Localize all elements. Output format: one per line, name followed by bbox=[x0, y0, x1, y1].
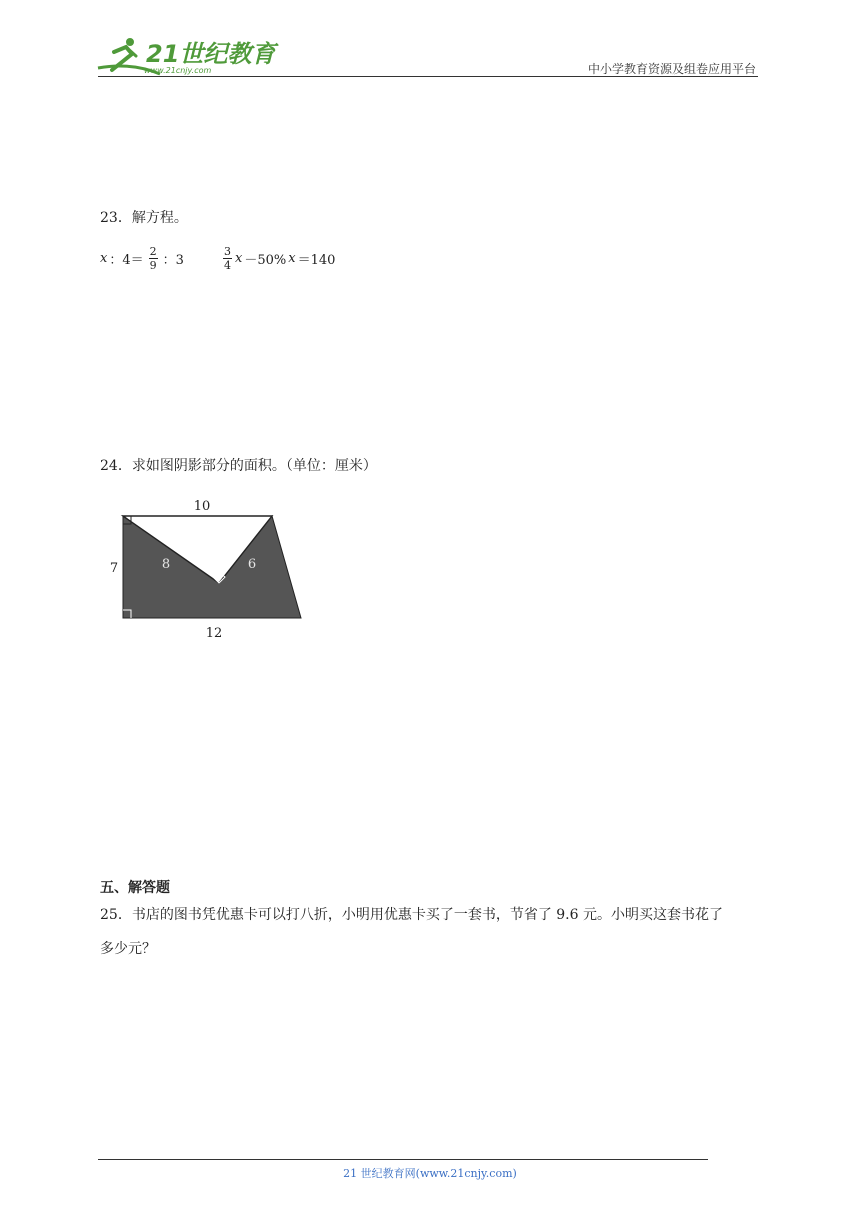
footer-link[interactable]: 21 世纪教育网(www.21cnjy.com) bbox=[343, 1167, 517, 1180]
label-top: 10 bbox=[193, 499, 211, 514]
eq2-mid: －50% bbox=[244, 252, 287, 268]
header-platform-text: 中小学教育资源及组卷应用平台 bbox=[587, 62, 756, 76]
eq1-tail: ：3 bbox=[162, 252, 184, 268]
eq1-numerator: 2 bbox=[149, 244, 157, 258]
question-25-line2: 多少元？ bbox=[100, 941, 156, 957]
logo-text: 21世纪教育 bbox=[146, 40, 276, 68]
header-divider bbox=[98, 76, 758, 77]
eq2-var2: x bbox=[288, 250, 296, 266]
question-25-line1: 25．书店的图书凭优惠卡可以打八折，小明用优惠卡买了一套书，节省了 9.6 元。小明买这套书花了 bbox=[100, 907, 723, 923]
logo-url-text: www.21cnjy.com bbox=[144, 66, 212, 75]
section-5-title: 五、解答题 bbox=[100, 880, 170, 896]
eq2-fraction bbox=[223, 245, 232, 272]
label-inner-left: 8 bbox=[161, 557, 171, 572]
eq2-numerator: 3 bbox=[224, 244, 231, 258]
question-24-title: 24．求如图阴影部分的面积。（单位：厘米） bbox=[100, 458, 377, 474]
eq1-var: x bbox=[100, 250, 108, 266]
equation-1 bbox=[100, 238, 186, 278]
eq1-fraction bbox=[149, 245, 158, 272]
eq2-var1: x bbox=[235, 250, 243, 266]
site-logo bbox=[92, 34, 276, 78]
eq1-ratio: ：4＝ bbox=[109, 252, 144, 268]
eq1-denominator: 9 bbox=[149, 258, 157, 272]
question-23-title: 23．解方程。 bbox=[100, 210, 188, 226]
label-left: 7 bbox=[109, 561, 119, 576]
eq2-denominator: 4 bbox=[224, 258, 231, 272]
shaded-area-figure bbox=[104, 494, 310, 644]
equation-2 bbox=[220, 238, 337, 278]
footer-divider bbox=[98, 1159, 708, 1160]
label-inner-right: 6 bbox=[247, 557, 257, 572]
eq2-tail: ＝140 bbox=[297, 252, 336, 268]
label-bottom: 12 bbox=[205, 626, 223, 641]
